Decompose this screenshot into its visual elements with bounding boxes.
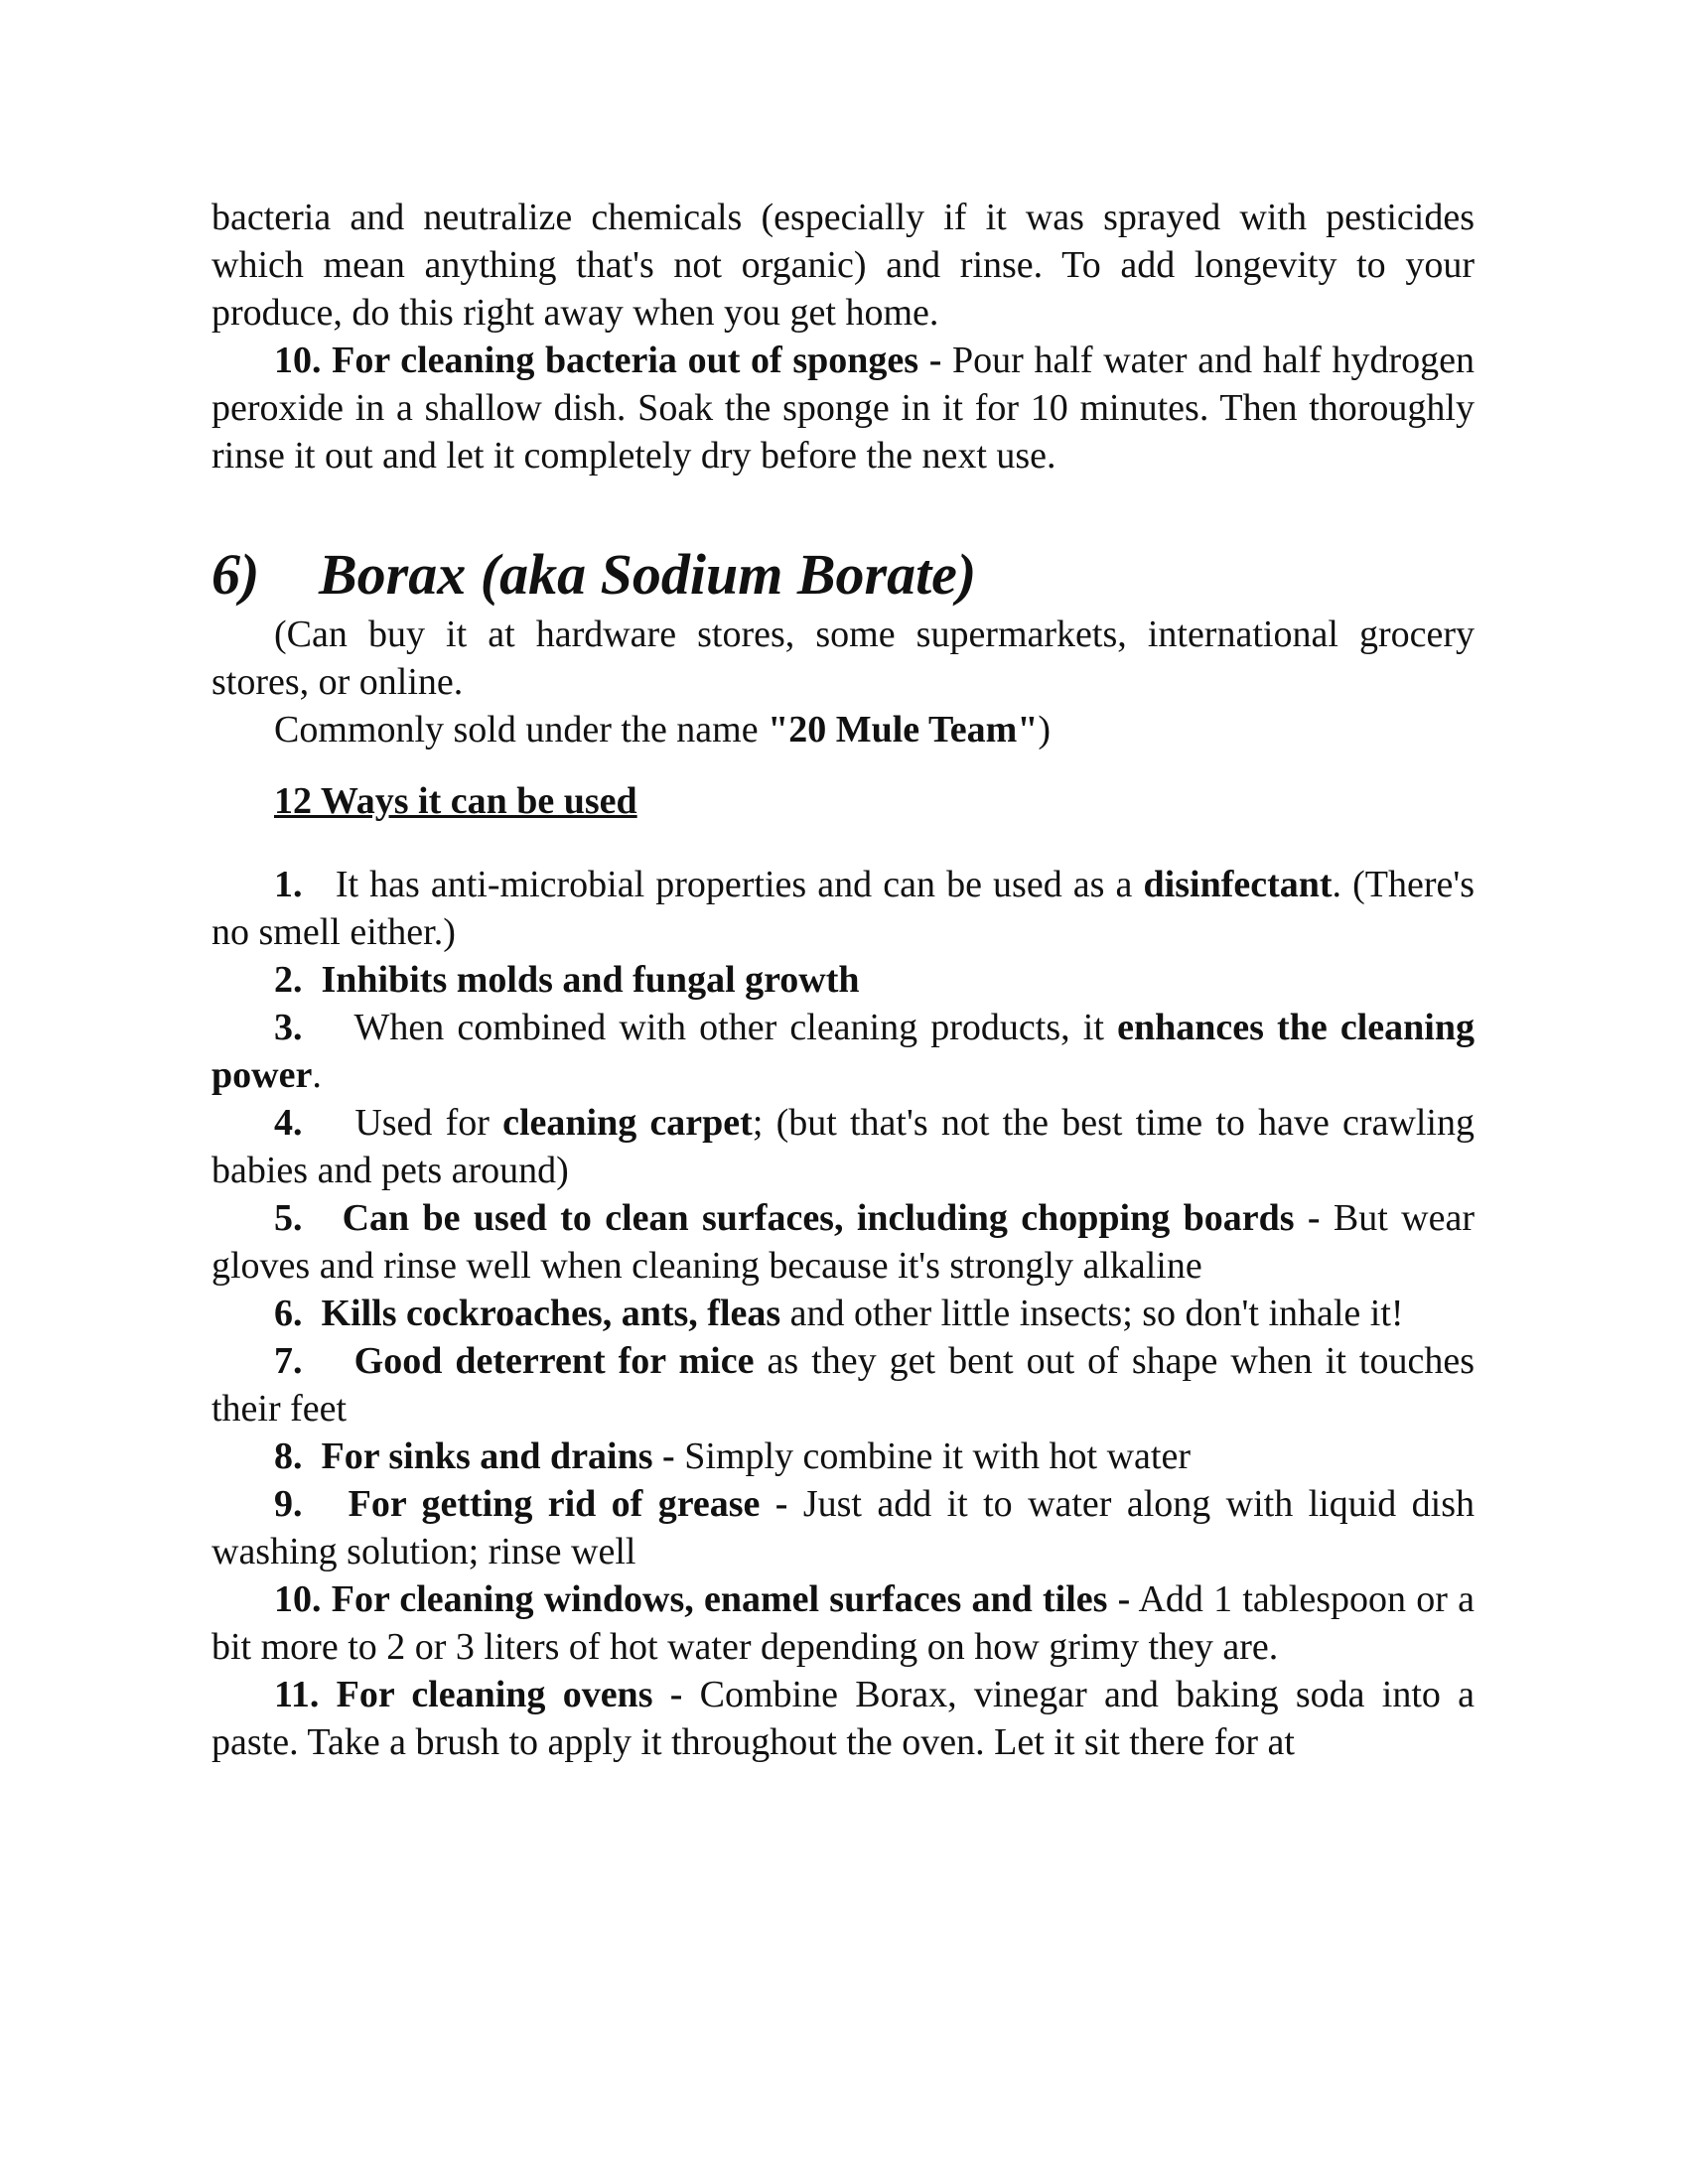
list-item-post: and other little insects; so don't inhale it!: [780, 1293, 1404, 1334]
list-item-bold: disinfectant: [1143, 864, 1333, 905]
uses-list: [211, 861, 1475, 1766]
list-item: [211, 1290, 1475, 1337]
list-item: [211, 1480, 1475, 1575]
list-item: [211, 1433, 1475, 1480]
list-item-bold: cleaning carpet: [502, 1102, 753, 1144]
list-item-bold: For sinks and drains -: [321, 1435, 675, 1477]
list-item-bold: For cleaning windows, enamel surfaces and tiles -: [331, 1578, 1131, 1620]
document-page: [211, 194, 1475, 1766]
list-item-post: Add 1 tablespoon or a bit more to 2 or 3 liters of hot water depending on how grimy they are.: [211, 1578, 1475, 1668]
list-item-post: ; (but that's not the best time to have crawling babies and pets around): [211, 1102, 1475, 1191]
section-note-brand-pre: Commonly sold under the name: [274, 709, 769, 751]
list-item-number: 1.: [274, 864, 303, 905]
list-item-bold: Inhibits molds and fungal growth: [321, 959, 860, 1001]
list-item-post: Just add it to water along with liquid dish washing solution; rinse well: [211, 1483, 1476, 1572]
list-item-post: .: [312, 1054, 322, 1096]
section-heading: [211, 539, 1475, 611]
list-item-post: Combine Borax, vinegar and baking soda into a paste. Take a brush to apply it throughout the oven. Let it sit there for at: [211, 1674, 1475, 1763]
list-item-number: 5.: [274, 1197, 303, 1239]
intro-item-10-text: Pour half water and half hydrogen peroxide in a shallow dish. Soak the sponge in it for 10 minutes. Then thoroughly rinse it out and let it completely dry before the next use.: [211, 340, 1476, 477]
section-note-availability: (Can buy it at hardware stores, some supermarkets, international grocery stores, or online.: [211, 614, 1475, 703]
list-item-bold: For cleaning ovens -: [336, 1674, 683, 1715]
intro-item-10: [211, 337, 1475, 479]
list-item-pre: It has anti-microbial properties and can be used as a: [335, 864, 1144, 905]
section-title: Borax (aka Sodium Borate): [319, 542, 977, 607]
list-item-bold: Kills cockroaches, ants, fleas: [321, 1293, 781, 1334]
list-item: [211, 1099, 1475, 1194]
list-item: [211, 1194, 1475, 1290]
list-item-number: 3.: [274, 1007, 303, 1048]
list-item-post: Simply combine it with hot water: [674, 1435, 1191, 1477]
list-item-number: 6.: [274, 1293, 303, 1334]
list-item: [211, 1337, 1475, 1433]
list-item: [211, 1671, 1475, 1766]
section-note-brand-name: "20 Mule Team": [768, 709, 1039, 751]
list-item-pre: Used for: [354, 1102, 503, 1144]
list-item-post: as they get bent out of shape when it touches their feet: [211, 1340, 1475, 1430]
list-item-pre: When combined with other cleaning products, it: [353, 1007, 1118, 1048]
list-item-number: 9.: [274, 1483, 303, 1525]
list-item-number: 7.: [274, 1340, 303, 1382]
list-item-bold: Good deterrent for mice: [353, 1340, 755, 1382]
list-item-number: 4.: [274, 1102, 303, 1144]
intro-continuation-paragraph: bacteria and neutralize chemicals (especially if it was sprayed with pesticides which mean anything that's not organic) and rinse. To add longevity to your produce, do this right away when you get home.: [211, 197, 1475, 334]
list-item-post: . (There's no smell either.): [211, 864, 1476, 953]
list-item-number: 8.: [274, 1435, 303, 1477]
section-note-brand: [211, 706, 1475, 753]
list-item: [211, 1575, 1475, 1671]
section-number: 6): [211, 542, 260, 607]
list-item-bold: enhances the cleaning power: [211, 1007, 1475, 1096]
list-item: [211, 956, 1475, 1004]
list-item-bold: For getting rid of grease -: [348, 1483, 788, 1525]
list-item-number: 11.: [274, 1674, 320, 1715]
section-note-brand-post: ): [1038, 709, 1052, 751]
list-item: [211, 861, 1475, 956]
list-item-number: 10.: [274, 1578, 322, 1620]
subheading-row: [211, 777, 1475, 825]
list-item-bold: Can be used to clean surfaces, including chopping boards -: [342, 1197, 1321, 1239]
list-item: [211, 1004, 1475, 1099]
list-item-post: But wear gloves and rinse well when cleaning because it's strongly alkaline: [211, 1197, 1476, 1287]
spacer: [211, 479, 1475, 539]
list-item-number: 2.: [274, 959, 303, 1001]
intro-item-10-number: 10.: [274, 340, 322, 381]
intro-item-10-bold: For cleaning bacteria out of sponges -: [332, 340, 942, 381]
uses-subheading: 12 Ways it can be used: [274, 780, 637, 822]
